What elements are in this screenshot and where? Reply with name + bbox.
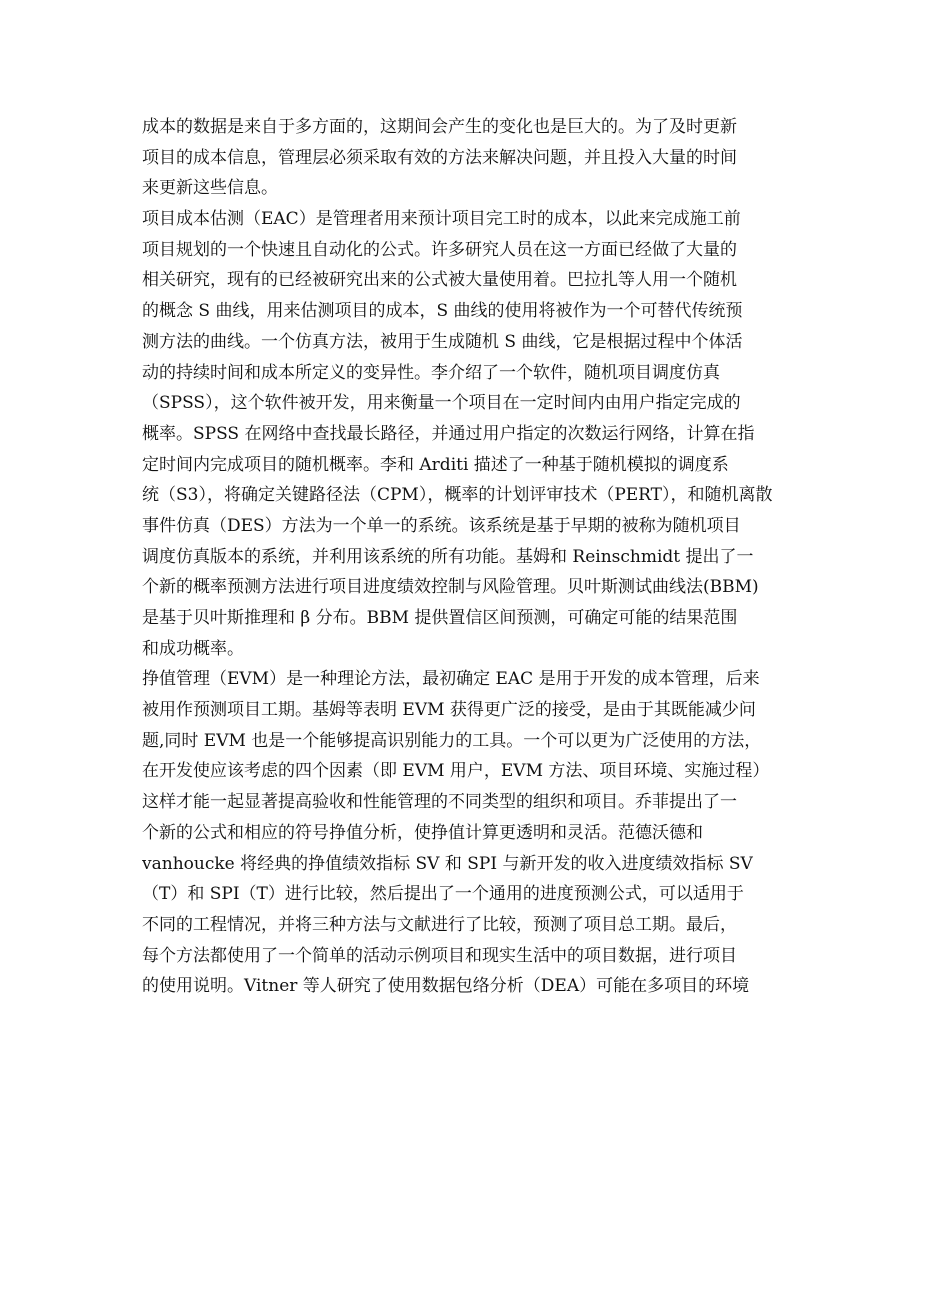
text-line: vanhoucke 将经典的挣值绩效指标 SV 和 SPI 与新开发的收入进度绩效指标 SV xyxy=(142,853,753,874)
text-line: 动的持续时间和成本所定义的变异性。李介绍了一个软件，随机项目调度仿真 xyxy=(142,362,720,383)
text-line: 项目的成本信息，管理层必须采取有效的方法来解决问题，并且投入大量的时间 xyxy=(142,147,737,168)
text-line: 事件仿真（DES）方法为一个单一的系统。该系统是基于早期的被称为随机项目 xyxy=(142,515,741,536)
text-line: 来更新这些信息。 xyxy=(142,178,278,199)
text-line: 是基于贝叶斯推理和 β 分布。BBM 提供置信区间预测，可确定可能的结果范围 xyxy=(142,608,738,628)
text-line: 这样才能一起显著提高验收和性能管理的不同类型的组织和项目。乔菲提出了一 xyxy=(142,792,737,813)
text-line: 统（S3），将确定关键路径法（CPM），概率的计划评审技术（PERT），和随机离散 xyxy=(142,485,773,506)
text-line: 相关研究，现有的已经被研究出来的公式被大量使用着。巴拉扎等人用一个随机 xyxy=(142,270,737,291)
text-line: 题,同时 EVM 也是一个能够提高识别能力的工具。一个可以更为广泛使用的方法， xyxy=(142,730,762,751)
text-line: 项目规划的一个快速且自动化的公式。许多研究人员在这一方面已经做了大量的 xyxy=(142,239,737,260)
text-line: 的使用说明。Vitner 等人研究了使用数据包络分析（DEA）可能在多项目的环境 xyxy=(142,976,750,997)
text-line: 个新的公式和相应的符号挣值分析，使挣值计算更透明和灵活。范德沃德和 xyxy=(142,822,703,843)
text-line: （SPSS），这个软件被开发，用来衡量一个项目在一定时间内由用户指定完成的 xyxy=(142,393,741,414)
text-line: 每个方法都使用了一个简单的活动示例项目和现实生活中的项目数据，进行项目 xyxy=(142,945,737,966)
text-line: 在开发使应该考虑的四个因素（即 EVM 用户，EVM 方法、项目环境、实施过程） xyxy=(142,761,770,782)
text-line: 不同的工程情况，并将三种方法与文献进行了比较，预测了项目总工期。最后， xyxy=(142,914,737,935)
text-line: 被用作预测项目工期。基姆等表明 EVM 获得更广泛的接受，是由于其既能减少问 xyxy=(142,700,756,721)
text-line: 个新的概率预测方法进行项目进度绩效控制与风险管理。贝叶斯测试曲线法(BBM) xyxy=(142,577,759,598)
text-line: 概率。SPSS 在网络中查找最长路径，并通过用户指定的次数运行网络，计算在指 xyxy=(142,423,755,444)
text-line: 和成功概率。 xyxy=(142,638,244,659)
text-line: 测方法的曲线。一个仿真方法，被用于生成随机 S 曲线，它是根据过程中个体活 xyxy=(142,331,743,352)
text-line: 调度仿真版本的系统，并利用该系统的所有功能。基姆和 Reinschmidt 提出了一 xyxy=(142,546,754,567)
text-line: 成本的数据是来自于多方面的，这期间会产生的变化也是巨大的。为了及时更新 xyxy=(142,117,737,137)
text-line: 项目成本估测（EAC）是管理者用来预计项目完工时的成本，以此来完成施工前 xyxy=(142,209,741,230)
text-line: 挣值管理（EVM）是一种理论方法，最初确定 EAC 是用于开发的成本管理，后来 xyxy=(142,669,760,690)
text-line: 的概念 S 曲线，用来估测项目的成本，S 曲线的使用将被作为一个可替代传统预 xyxy=(142,301,743,322)
text-line: （T）和 SPI（T）进行比较，然后提出了一个通用的进度预测公式，可以适用于 xyxy=(142,884,744,905)
text-line: 定时间内完成项目的随机概率。李和 Arditi 描述了一种基于随机模拟的调度系 xyxy=(142,454,729,475)
body-text xyxy=(142,112,790,1002)
